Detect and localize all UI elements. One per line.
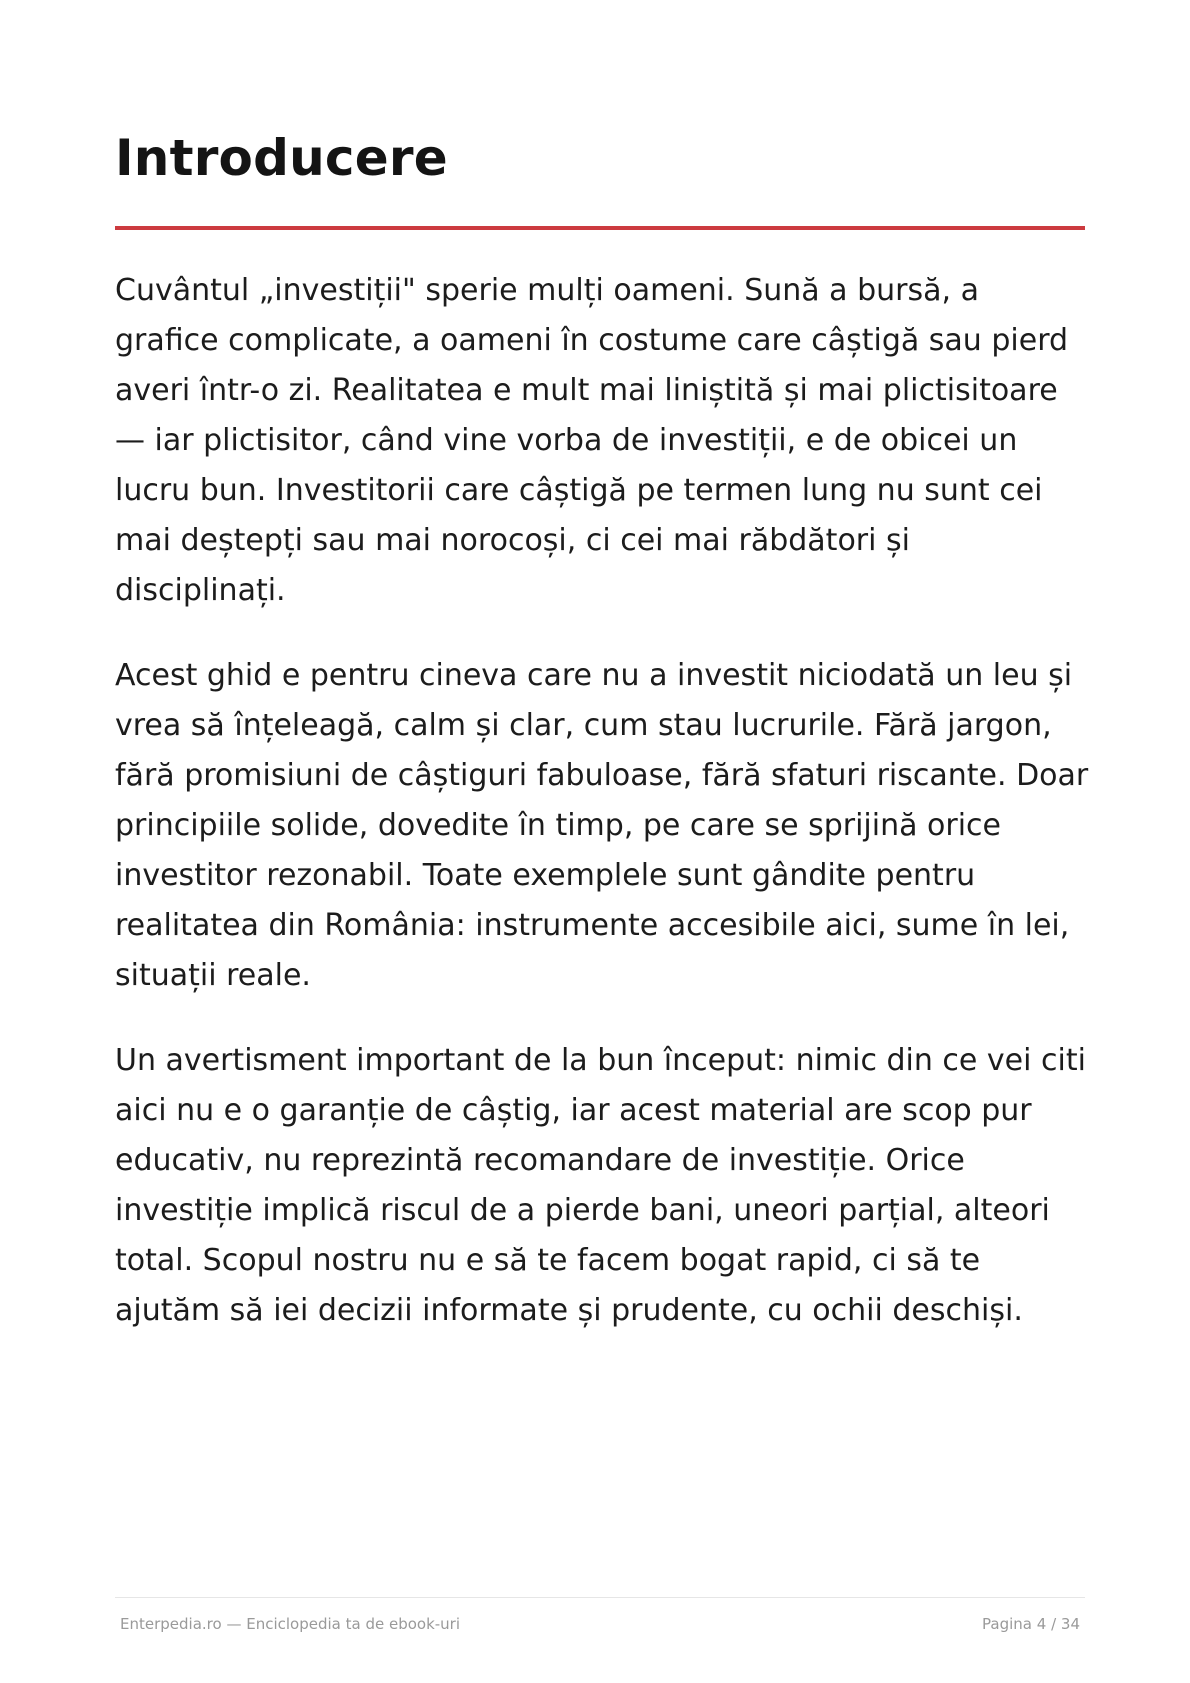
title-divider [115, 226, 1085, 230]
paragraph-1: Cuvântul „investiții" sperie mulți oameni. Sună a bursă, a grafice complicate, a oameni în costume care câștigă sau pierd averi într-o zi. Realitatea e mult mai liniștită și mai plictisitoare — iar plictisitor, când vine vorba de investiții, e de obicei un lucru bun. Investitorii care câștigă pe termen lung nu sunt cei mai deștepți sau mai norocoși, ci cei mai răbdători și disciplinați. [115, 273, 1069, 608]
paragraph-3: Un avertisment important de la bun început: nimic din ce vei citi aici nu e o garanție de câștig, iar acest material are scop pur educativ, nu reprezintă recomandare de investiție. Orice investiție implică riscul de a pierde bani, uneori parțial, alteori total. Scopul nostru nu e să te facem bogat rapid, ci să te ajutăm să iei decizii informate și prudente, cu ochii deschiși. [115, 1043, 1086, 1328]
document-page [115, 0, 1089, 1683]
body-text [115, 266, 1090, 1371]
footer-divider [115, 1597, 1085, 1598]
paragraph-2: Acest ghid e pentru cineva care nu a investit niciodată un leu și vrea să înțeleagă, calm și clar, cum stau lucrurile. Fără jargon, fără promisiuni de câștiguri fabuloase, fără sfaturi riscante. Doar principiile solide, dovedite în timp, pe care se sprijină orice investitor rezonabil. Toate exemplele sunt gândite pentru realitatea din România: instrumente accesibile aici, sume în lei, situații reale. [115, 658, 1089, 993]
page-number: Pagina 4 / 34 [982, 1615, 1080, 1633]
footer-source: Enterpedia.ro — Enciclopedia ta de ebook-uri [120, 1615, 461, 1633]
page-title: Introducere [115, 129, 448, 187]
